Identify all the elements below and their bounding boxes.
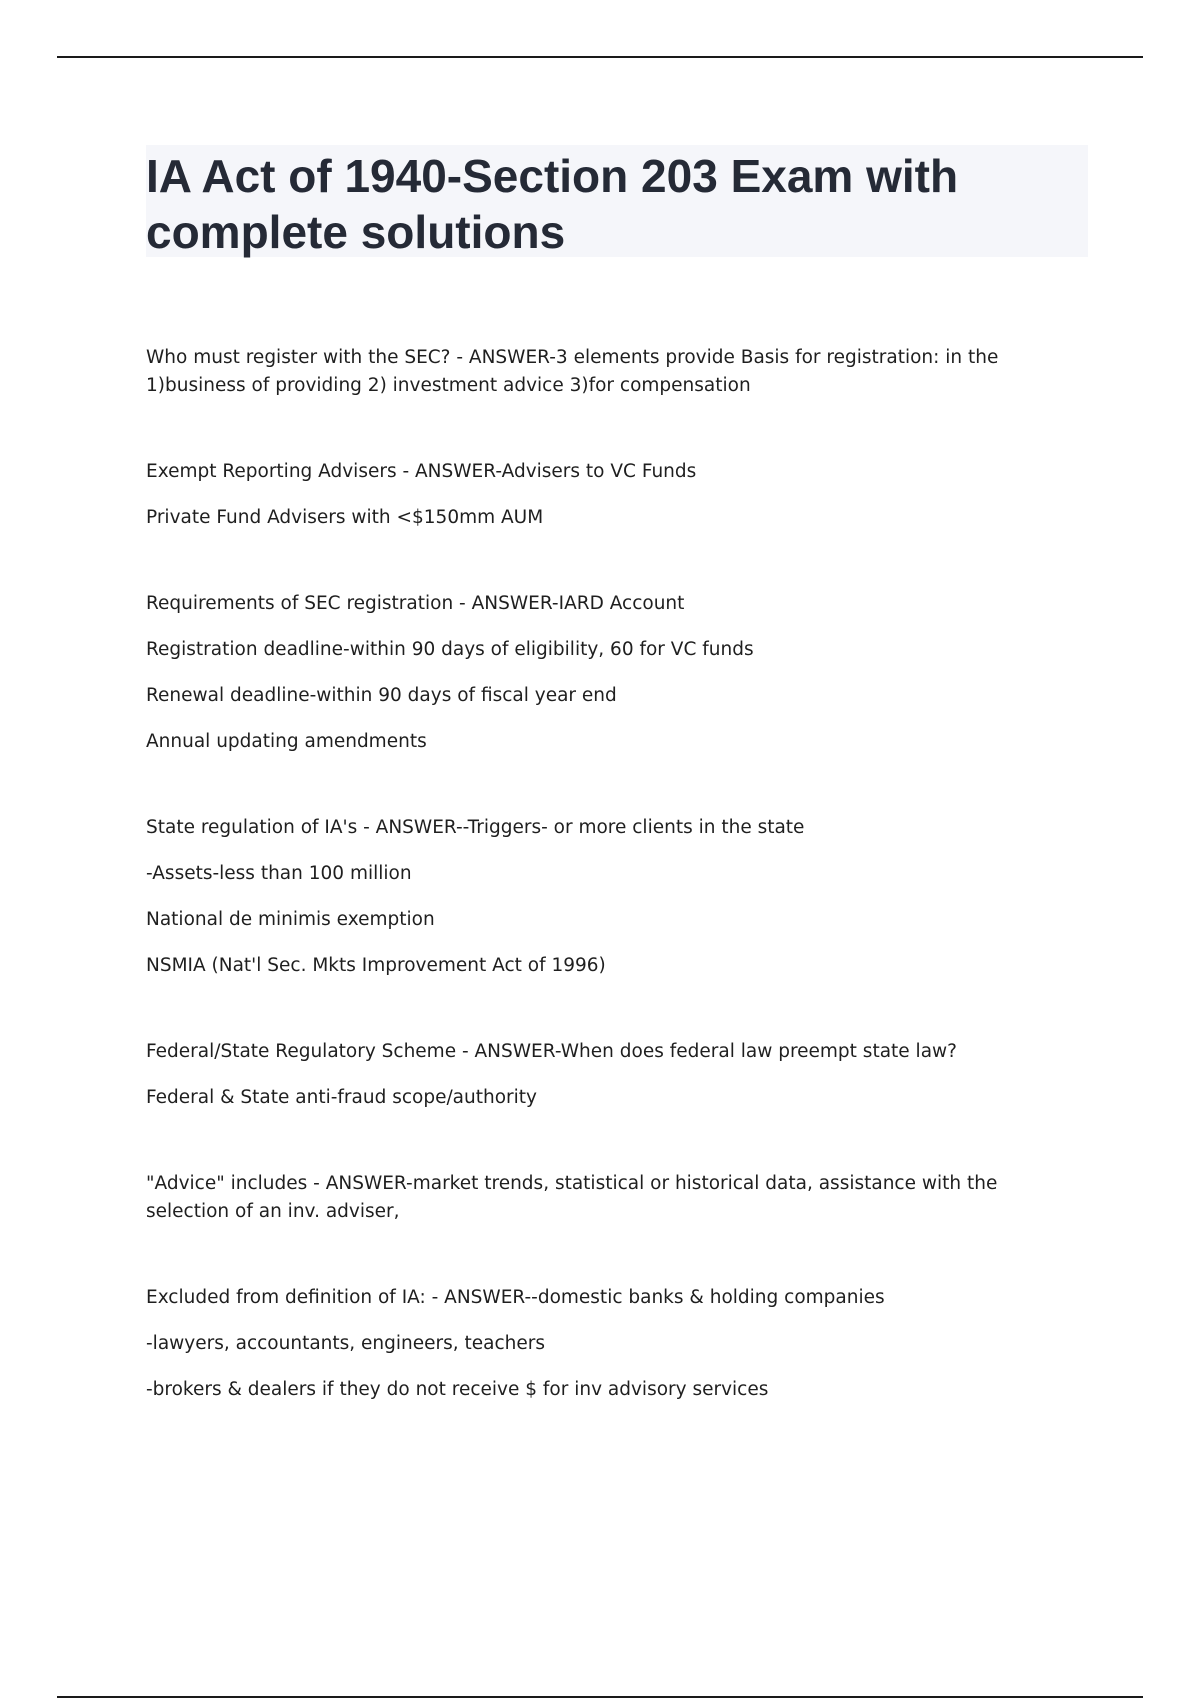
qa-line: Annual updating amendments: [146, 731, 427, 752]
qa-line: Requirements of SEC registration - ANSWER-IARD Account: [146, 593, 685, 614]
qa-line: Federal/State Regulatory Scheme - ANSWER-When does federal law preempt state law?: [146, 1041, 957, 1062]
qa-item-2: [146, 458, 1081, 532]
page-title: IA Act of 1940-Section 203 Exam with complete solutions: [146, 150, 959, 258]
qa-line: NSMIA (Nat'l Sec. Mkts Improvement Act of 1996): [146, 955, 606, 976]
qa-item-4: [146, 814, 1081, 980]
qa-line: National de minimis exemption: [146, 909, 435, 930]
qa-item-3: [146, 590, 1081, 756]
qa-item-6: [146, 1170, 1081, 1226]
qa-item-5: [146, 1038, 1081, 1112]
qa-line: Renewal deadline-within 90 days of fiscal year end: [146, 685, 617, 706]
bottom-divider: [57, 1696, 1143, 1698]
qa-line: Excluded from definition of IA: - ANSWER--domestic banks & holding companies: [146, 1287, 885, 1308]
top-divider: [57, 56, 1143, 58]
qa-line: State regulation of IA's - ANSWER--Triggers- or more clients in the state: [146, 817, 805, 838]
qa-line: Exempt Reporting Advisers - ANSWER-Advisers to VC Funds: [146, 461, 697, 482]
qa-item-1: [146, 344, 1081, 400]
document-body: [146, 344, 1081, 1462]
qa-line: Registration deadline-within 90 days of eligibility, 60 for VC funds: [146, 639, 754, 660]
qa-line: -Assets-less than 100 million: [146, 863, 412, 884]
qa-line: Private Fund Advisers with <$150mm AUM: [146, 507, 544, 528]
qa-line: -lawyers, accountants, engineers, teachers: [146, 1333, 546, 1354]
qa-line: Who must register with the SEC? - ANSWER-3 elements provide Basis for registration: in the 1)business of providing 2) investment advice 3)for compensation: [146, 347, 999, 396]
qa-line: Federal & State anti-fraud scope/authority: [146, 1087, 537, 1108]
qa-line: "Advice" includes - ANSWER-market trends, statistical or historical data, assistance with the selection of an inv. adviser,: [146, 1173, 998, 1222]
qa-line: -brokers & dealers if they do not receive $ for inv advisory services: [146, 1379, 769, 1400]
qa-item-7: [146, 1284, 1081, 1404]
